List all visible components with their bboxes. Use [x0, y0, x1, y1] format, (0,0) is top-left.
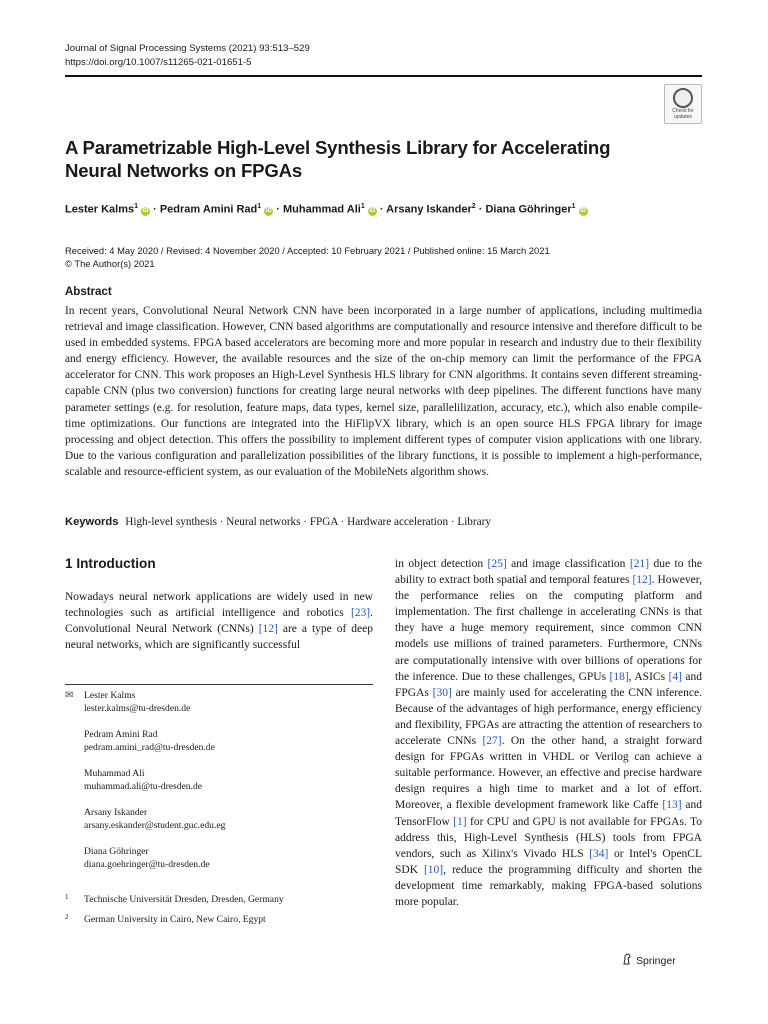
citation-link[interactable]: [13] — [662, 799, 682, 812]
envelope-icon: ✉ — [65, 690, 74, 701]
check-updates-icon — [673, 88, 693, 108]
contact-name: Muhammad Ali — [84, 768, 145, 779]
contact-name: Pedram Amini Rad — [84, 729, 158, 740]
citation-link[interactable]: [27] — [482, 735, 502, 748]
text-run: are mainly used for accelerating the CNN inference. Because of the advantages of high performance, energy efficiency and flexibility, FPGAs are attracting the attention of researchers to accelerate CNNs — [395, 686, 702, 748]
text-run: and image classification — [506, 558, 630, 570]
citation-link[interactable]: [12] — [258, 623, 278, 636]
orcid-icon[interactable]: iD — [580, 207, 587, 214]
citation-link[interactable]: [21] — [629, 558, 650, 570]
text-run: in object detection — [395, 558, 488, 570]
author-affiliation: 1 — [360, 203, 365, 210]
author-name: Pedram Amini Rad — [159, 203, 258, 216]
author-affiliation: 1 — [257, 203, 262, 210]
contact-entry — [65, 767, 373, 793]
text-run: due to the ability to extract both spatial and temporal features — [395, 558, 702, 587]
orcid-icon[interactable]: iD — [265, 207, 272, 214]
orcid-icon[interactable]: iD — [369, 207, 376, 214]
affiliation-number: 1 — [65, 893, 69, 901]
journal-citation: Journal of Signal Processing Systems (2021) 93:513–529 — [65, 43, 310, 54]
text-run: . On the other hand, a straight forward design for FPGAs written in VHDL or Verilog can achieve a suitable performance. However, an effective and precise hardware design requires a high time to market and a lot of effort. Moreover, a flexible development framework like Caffe — [395, 735, 702, 812]
abstract-heading: Abstract — [65, 286, 112, 298]
affiliation-number: 2 — [65, 913, 69, 921]
citation-link[interactable]: [25] — [487, 558, 507, 570]
citation-link[interactable]: [10] — [423, 863, 444, 876]
springer-horse-icon — [622, 953, 632, 965]
keywords-text: High-level synthesis · Neural networks · FPGA · Hardware acceleration · Library — [125, 516, 491, 528]
affiliation-list — [65, 893, 373, 933]
author-list: Lester Kalms$^1$ iD · Pedram Amini Rad$^1$ iD · Muhammad Ali$^1$ iD · Arsany Iskander$^2$ · Diana Göhringer$^1$ iD — [65, 203, 587, 216]
text-run: are a type of deep neural networks, which are significantly successful — [65, 623, 374, 652]
contact-name: Diana Göhringer — [84, 846, 149, 857]
citation-link[interactable]: [1] — [453, 815, 467, 828]
text-run: . Convolutional Neural Network (CNNs) — [65, 607, 373, 636]
contact-entry — [65, 845, 373, 871]
text-run: and TensorFlow — [395, 799, 703, 828]
contact-email[interactable]: pedram.amini_rad@tu-dresden.de — [84, 742, 215, 753]
citation-link[interactable]: [34] — [589, 847, 609, 860]
paper-title: A Parametrizable High-Level Synthesis Library for Accelerating Neural Networks on FPGAs — [65, 137, 611, 181]
abstract-text: In recent years, Convolutional Neural Network CNN have been incorporated in a large number of applications, including multimedia retrieval and image classification. However, CNN based algorithms are computationally and resource intensive and therefore difficult to be used in embedded systems. FPGA based accelerators are becoming more and more popular in research and industry due to their flexibility and energy efficiency. However, the available resources and the size of the on-chip memory can limit the performance of the FPGA accelerator for CNN. This work proposes an High-Level Synthesis HLS library for CNN algorithms. It contains seven different streaming-capable CNN (plus two conversion) functions for creating large neural networks with deep pipelines. The different functions have many parameter settings (e.g. for resolution, feature maps, data types, kernel size, parallelilization, accuracy, etc.), which also enable compile-time optimizations. Our functions are integrated into the HiFlipVX library, which is an open source HLS FPGA library for image processing and object detection. This offers the possibility to implement different types of computer vision applications with one library. Due to the various configuration and parallelization possibilities of the library functions, it is possible to implement a high-performance, scalable and resource-efficient system, as our evaluation of the MobileNets algorithm shows. — [65, 305, 702, 478]
citation-link[interactable]: [23] — [350, 607, 371, 620]
author-affiliation: 1 — [571, 203, 576, 210]
text-run: and FPGAs — [395, 670, 702, 699]
author-name: Lester Kalms — [65, 203, 135, 216]
citation-link[interactable]: [4] — [668, 670, 682, 683]
contact-email[interactable]: diana.goehringer@tu-dresden.de — [84, 859, 210, 870]
author-name: Diana Göhringer — [485, 203, 572, 216]
intro-paragraph-right — [395, 556, 702, 910]
contact-name: Lester Kalms — [84, 690, 136, 701]
journal-header — [65, 42, 310, 70]
text-run: , reduce the programming difficulty and shorten the development time remarkably, making FPGA-based solutions more popular. — [395, 863, 702, 908]
text-run: , ASICs — [628, 670, 669, 683]
affiliation-text: Technische Universität Dresden, Dresden, Germany — [84, 894, 284, 905]
author-affiliation: 2 — [471, 203, 476, 210]
citation-link[interactable]: [12] — [632, 574, 652, 587]
contact-email[interactable]: lester.kalms@tu-dresden.de — [84, 703, 191, 714]
publisher-footer — [622, 953, 676, 967]
affiliation-entry — [65, 913, 373, 926]
check-for-updates-badge[interactable] — [664, 84, 702, 124]
text-run: . However, the performance relies on the computing platform and implementation. The first challenge in accelerating CNNs is that they have a huge memory requirement, since common CNN models use millions of trained parameters. Furthermore, CNNs are computationally intensive with over billions of operations for the inference. Due to these challenges, GPUs — [395, 574, 702, 683]
affiliation-entry — [65, 893, 373, 906]
section-title: 1 Introduction — [65, 556, 156, 571]
intro-paragraph-left — [65, 589, 373, 653]
header-rule — [65, 75, 702, 77]
author-affiliation: 1 — [134, 203, 138, 210]
text-run: or Intel's OpenCL SDK — [395, 847, 702, 876]
badge-line-2: updates — [674, 114, 692, 120]
publication-dates — [65, 244, 550, 270]
orcid-icon[interactable]: iD — [142, 207, 149, 214]
contact-name: Arsany Iskander — [84, 807, 148, 818]
text-run: Nowadays neural network applications are widely used in new technologies such as artificial intelligence and robotics — [65, 591, 373, 620]
publisher-name: Springer — [636, 955, 676, 967]
author-name: Muhammad Ali — [283, 203, 361, 216]
contact-entry — [65, 728, 373, 754]
badge-line-1: Check for — [672, 108, 694, 114]
contact-email[interactable]: arsany.eskander@student.guc.edu.eg — [84, 820, 226, 831]
citation-link[interactable]: [30] — [432, 686, 452, 699]
citation-link[interactable]: [18] — [609, 670, 629, 683]
contact-email[interactable]: muhammad.ali@tu-dresden.de — [84, 781, 203, 792]
text-run: for CPU and GPU is not available for FPGAs. To address this, High-Level Synthesis (HLS) tools from FPGA vendors, such as Xilinx's Vivado HLS — [395, 815, 702, 860]
contact-entry — [65, 689, 373, 715]
affiliation-text: German University in Cairo, New Cairo, Egypt — [84, 914, 266, 925]
author-name: Arsany Iskander — [386, 203, 472, 216]
doi-link[interactable]: https://doi.org/10.1007/s11265-021-01651-5 — [65, 57, 252, 68]
footnote-rule — [65, 684, 373, 685]
copyright-line: © The Author(s) 2021 — [65, 258, 155, 269]
contact-list — [65, 689, 373, 884]
contact-entry — [65, 806, 373, 832]
keywords-label: Keywords — [65, 516, 119, 528]
keywords — [65, 516, 491, 528]
history-line: Received: 4 May 2020 / Revised: 4 November 2020 / Accepted: 10 February 2021 / Published online: 15 March 2021 — [65, 245, 550, 256]
